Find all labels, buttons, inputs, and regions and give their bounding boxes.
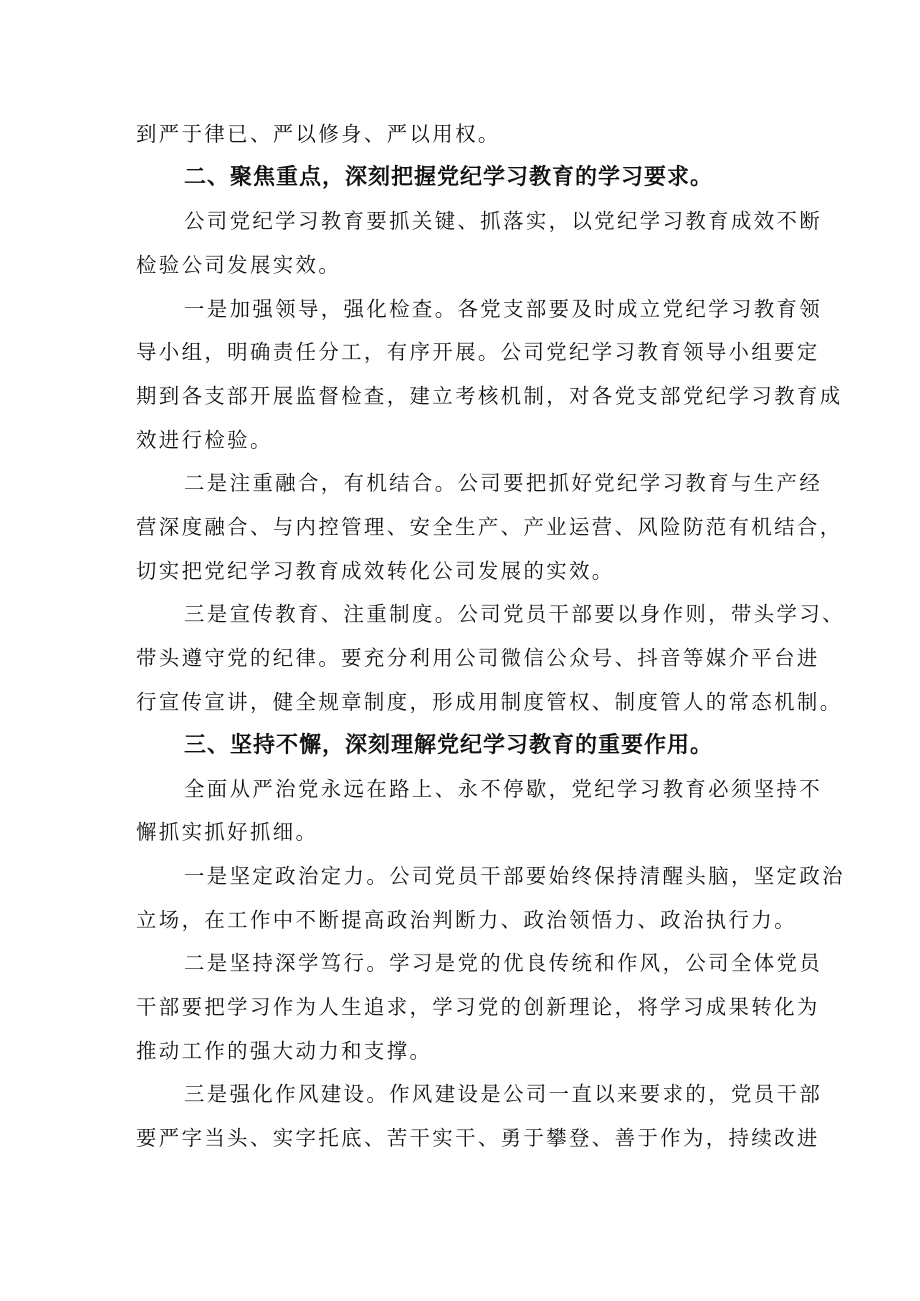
paragraph-line: 一是加强领导，强化检查。各党支部要及时成立党纪学习教育领: [184, 297, 823, 321]
paragraph-line: 检验公司发展实效。: [136, 253, 342, 277]
paragraph-line: 公司党纪学习教育要抓关键、抓落实，以党纪学习教育成效不断: [184, 209, 823, 233]
paragraph-line: 懈抓实抓好抓细。: [136, 820, 319, 844]
paragraph-line: 二是坚持深学笃行。学习是党的优良传统和作风，公司全体党员: [184, 951, 823, 975]
paragraph-line: 切实把党纪学习教育成效转化公司发展的实效。: [136, 559, 615, 583]
paragraph-line: 营深度融合、与内控管理、安全生产、产业运营、风险防范有机结合，: [136, 515, 843, 539]
paragraph-line: 全面从严治党永远在路上、永不停歇，党纪学习教育必须坚持不: [184, 777, 823, 801]
paragraph-line: 三是强化作风建设。作风建设是公司一直以来要求的，党员干部: [184, 1082, 823, 1106]
paragraph-line: 立场，在工作中不断提高政治判断力、政治领悟力、政治执行力。: [136, 908, 797, 932]
paragraph-line: 行宣传宣讲，健全规章制度，形成用制度管权、制度管人的常态机制。: [136, 690, 843, 714]
paragraph-line: 到严于律已、严以修身、严以用权。: [136, 122, 501, 146]
paragraph-line: 导小组，明确责任分工，有序开展。公司党纪学习教育领导小组要定: [136, 340, 820, 364]
paragraph-line: 二是注重融合，有机结合。公司要把抓好党纪学习教育与生产经: [184, 471, 823, 495]
paragraph-line: 效进行检验。: [136, 428, 273, 452]
section-heading-2: 二、聚焦重点，深刻把握党纪学习教育的学习要求。: [184, 165, 714, 190]
paragraph-line: 三是宣传教育、注重制度。公司党员干部要以身作则，带头学习、: [184, 602, 845, 626]
paragraph-line: 要严字当头、实字托底、苦干实干、勇于攀登、善于作为，持续改进: [136, 1126, 820, 1150]
section-heading-3: 三、坚持不懈，深刻理解党纪学习教育的重要作用。: [184, 733, 714, 758]
paragraph-line: 干部要把学习作为人生追求，学习党的创新理论，将学习成果转化为: [136, 995, 820, 1019]
paragraph-line: 带头遵守党的纪律。要充分利用公司微信公众号、抖音等媒介平台进: [136, 646, 820, 670]
paragraph-line: 一是坚定政治定力。公司党员干部要始终保持清醒头脑，坚定政治: [184, 864, 845, 888]
paragraph-line: 期到各支部开展监督检查，建立考核机制，对各党支部党纪学习教育成: [136, 384, 843, 408]
paragraph-line: 推动工作的强大动力和支撑。: [136, 1039, 433, 1063]
